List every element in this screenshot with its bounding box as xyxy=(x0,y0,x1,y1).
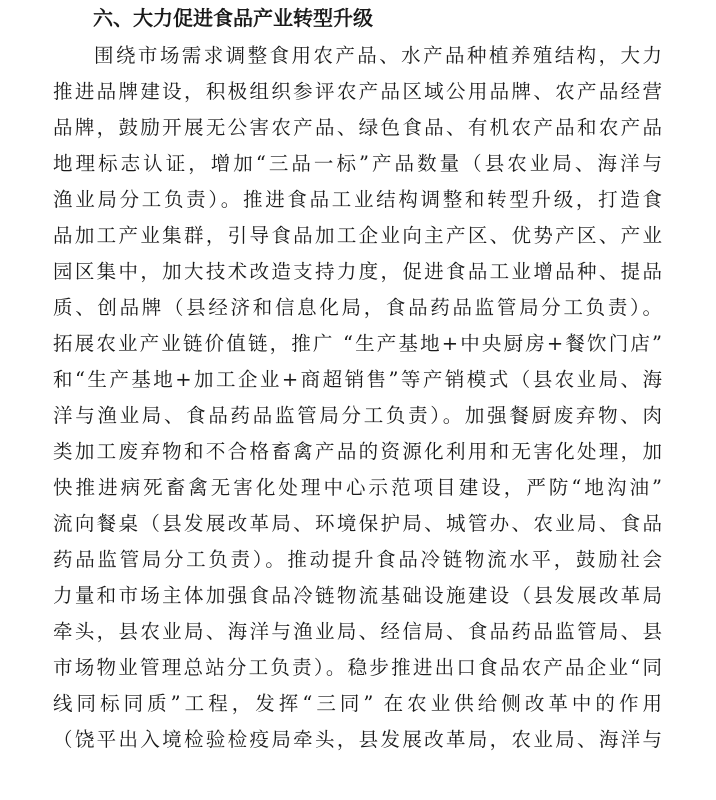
paragraph-line: 拓展农业产业链价值链，推广 “生产基地+中央厨房+餐饮门店” xyxy=(53,332,662,355)
paragraph-line: 牵头，县农业局、海洋与渔业局、经信局、食品药品监管局、县 xyxy=(53,620,662,643)
paragraph-line: 品加工产业集群，引导食品加工企业向主产区、优势产区、产业 xyxy=(53,224,662,247)
paragraph-line: 药品监管局分工负责）。推动提升食品冷链物流水平，鼓励社会 xyxy=(53,548,662,571)
paragraph-line: 快推进病死畜禽无害化处理中心示范项目建设，严防“地沟油” xyxy=(53,476,662,499)
paragraph-line: 线同标同质”工程，发挥“三同” 在农业供给侧改革中的作用 xyxy=(53,692,662,715)
paragraph-line: 园区集中，加大技术改造支持力度，促进食品工业增品种、提品 xyxy=(53,260,662,283)
paragraph-line: 推进品牌建设，积极组织参评农产品区域公用品牌、农产品经营 xyxy=(53,80,662,103)
paragraph-line: 类加工废弃物和不合格畜禽产品的资源化利用和无害化处理，加 xyxy=(53,440,662,463)
paragraph-line: 地理标志认证，增加“三品一标”产品数量（县农业局、海洋与 xyxy=(53,152,662,175)
paragraph-line: 流向餐桌（县发展改革局、环境保护局、城管办、农业局、食品 xyxy=(53,512,662,535)
paragraph-line: （饶平出入境检验检疫局牵头，县发展改革局，农业局、海洋与 xyxy=(53,728,662,751)
paragraph-line: 渔业局分工负责）。推进食品工业结构调整和转型升级，打造食 xyxy=(53,188,662,211)
paragraph-line: 和“生产基地+加工企业+商超销售”等产销模式（县农业局、海 xyxy=(53,368,662,391)
paragraph-line: 洋与渔业局、食品药品监管局分工负责）。加强餐厨废弃物、肉 xyxy=(53,404,662,427)
paragraph-line: 围绕市场需求调整食用农产品、水产品种植养殖结构，大力 xyxy=(94,44,662,67)
section-heading: 六、大力促进食品产业转型升级 xyxy=(93,6,373,30)
paragraph-line: 力量和市场主体加强食品冷链物流基础设施建设（县发展改革局 xyxy=(53,584,662,607)
paragraph-line: 市场物业管理总站分工负责）。稳步推进出口食品农产品企业“同 xyxy=(53,656,662,679)
paragraph-line: 品牌，鼓励开展无公害农产品、绿色食品、有机农产品和农产品 xyxy=(53,116,662,139)
paragraph-line: 质、创品牌（县经济和信息化局，食品药品监管局分工负责）。 xyxy=(53,296,662,319)
